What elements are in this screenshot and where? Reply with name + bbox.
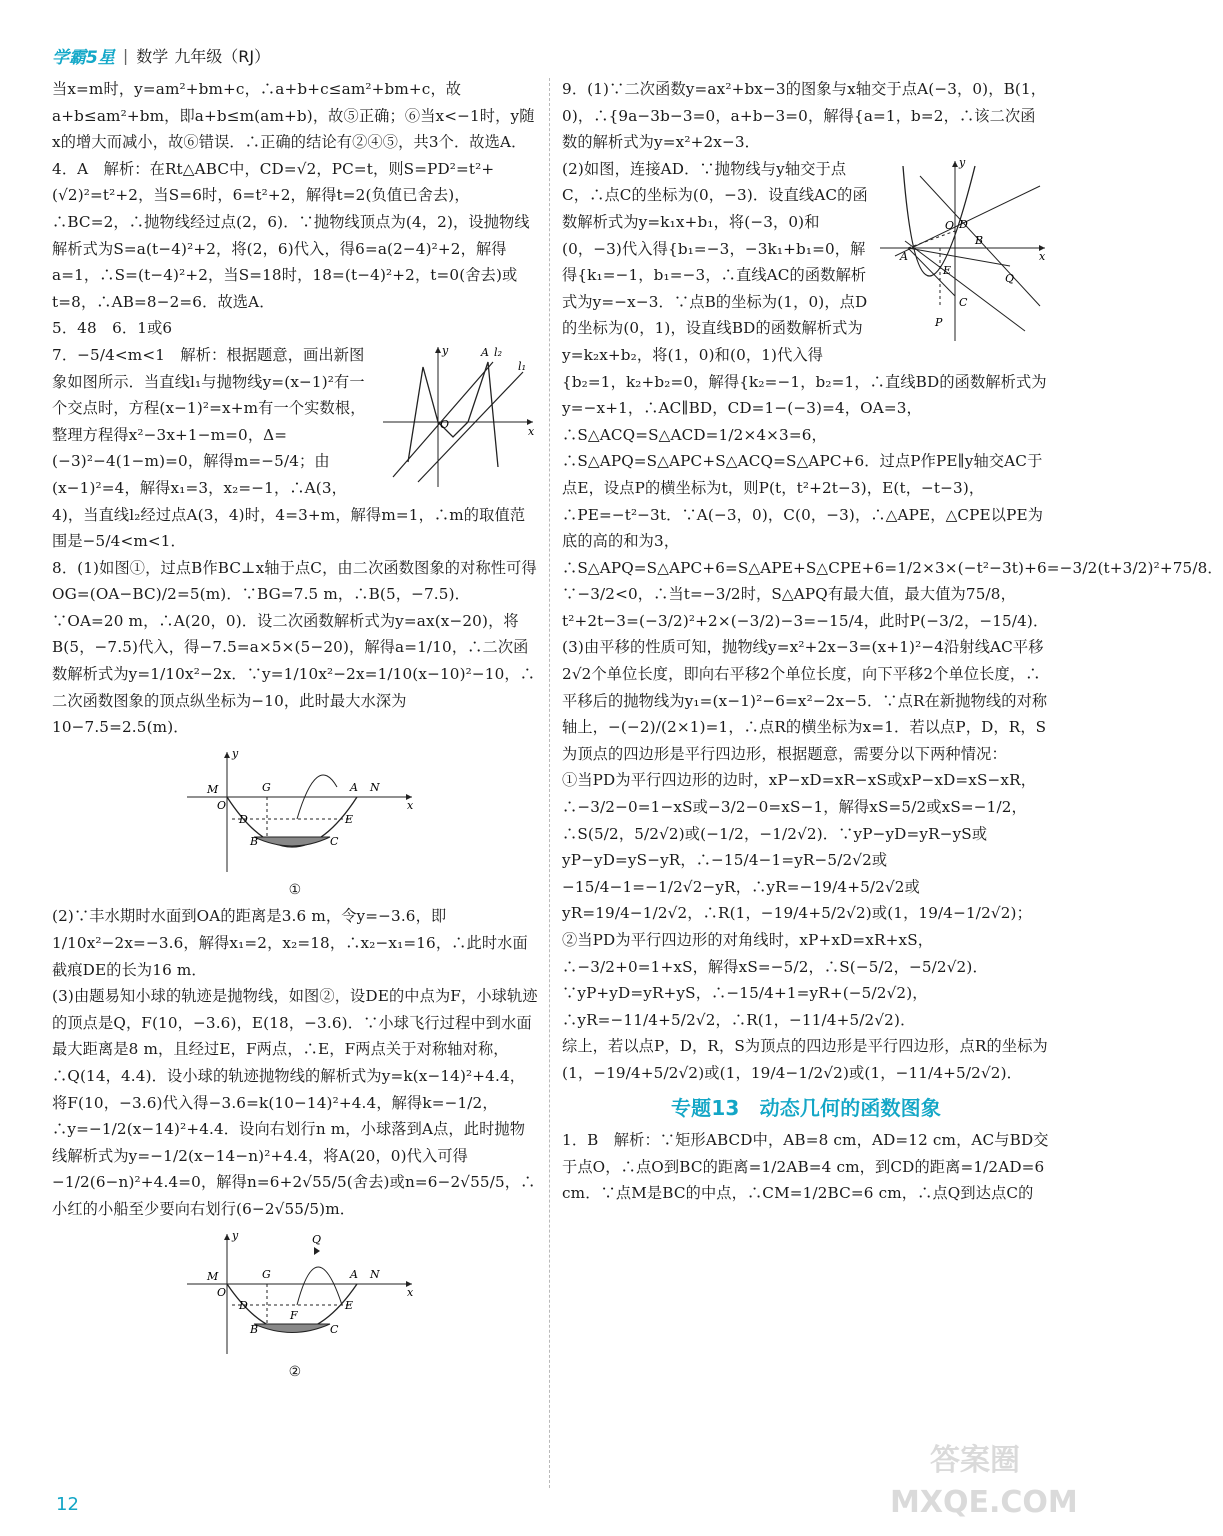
watermark-logo: 答案圈 MXQE.COM (890, 1443, 1078, 1520)
page-header (52, 40, 270, 70)
svg-text:C: C (959, 295, 968, 309)
figure-q9 (875, 156, 1050, 346)
svg-text:Q: Q (312, 1232, 322, 1246)
section-title: 专题13 动态几何的函数图象 (671, 1095, 941, 1120)
svg-text:l₁: l₁ (518, 359, 527, 373)
svg-text:B: B (975, 233, 984, 247)
svg-text:x: x (407, 798, 414, 812)
svg-text:y: y (442, 343, 449, 357)
svg-text:E: E (943, 263, 952, 277)
figure-q8-1-caption: ① (288, 881, 302, 898)
svg-text:O: O (440, 417, 450, 431)
answer-7: 7．−5/4<m<1 解析：根据题意，画出新图象如图所示．当直线l₁与抛物线y=(x−1)²有一个交点时，方程(x−1)²=x+m有一个实数根，整理方程得x²−3x+1−m=0，Δ=(−3)²−4(1−m)=0，解得m=−5/4；由(x−1)²=4，解得x₁=3，x₂=−1，∴A(3，4)，当直线l₂经过点A(3，4)时，4=3+m，解得m=1，∴m的取值范围是−5/4<m<1． (52, 345, 526, 551)
svg-text:A: A (350, 780, 359, 794)
brand-logo: 学霸5星 (52, 47, 115, 68)
answer-9-summary: 综上，若以点P，D，R，S为顶点的四边形是平行四边形，点R的坐标为(1，−19/4+5/2√2)或(1，19/4−1/2√2)或(1，−11/4+5/2√2)． (562, 1037, 1048, 1082)
answer-8-part3: (3)由题易知小球的轨迹是抛物线，如图②，设DE的中点为F，小球轨迹的顶点是Q，F(10，−3.6)，E(18，−3.6)．∵小球飞行过程中到水面最大距离是8 m，且经过E，F两点，∴E，F两点关于对称轴对称，∴Q(14，4.4)．设小球的轨迹抛物线的解析式为y=k(x−14)²+4.4，将F(10，−3.6)代入得−3.6=k(10−14)²+4.4，解得k=−1/2，∴y=−1/2(x−14)²+4.4．设向右划行n m，小球落到A点，此时抛物线解析式为y=−1/2(x−14−n)²+4.4，将A(20，0)代入可得−1/2(6−n)²+4.4=0，解得n=6+2√55/5(舍去)或n=6−2√55/5，∴小红的小船至少要向右划行(6−2√55/5)m． (52, 987, 538, 1218)
answer-8-part1: 8．(1)如图①，过点B作BC⊥x轴于点C，由二次函数图象的对称性可得OG=(OA−BC)/2=5(m)．∵BG=7.5 m，∴B(5，−7.5)．∵OA=20 m，∴A(20，0)．设二次函数解析式为y=ax(x−20)，将B(5，−7.5)代入，得−7.5=a×5×(5−20)，解得a=1/10，∴二次函数解析式为y=1/10x²−2x．∵y=1/10x²−2x=1/10(x−10)²−10，∴二次函数图象的顶点纵坐标为−10，此时最大水深为10−7.5=2.5(m)． (52, 558, 537, 737)
svg-text:M: M (207, 782, 219, 796)
svg-text:B: B (250, 834, 259, 848)
svg-text:O: O (945, 218, 955, 232)
figure-q8-2 (182, 1229, 422, 1359)
svg-text:C: C (330, 1322, 339, 1336)
svg-text:x: x (528, 424, 535, 438)
svg-text:y: y (232, 1228, 239, 1242)
svg-text:P: P (935, 315, 943, 329)
header-separator: | (122, 45, 129, 65)
answer-9-part3: (3)由平移的性质可知，抛物线y=x²+2x−3=(x+1)²−4沿射线AC平移2√2个单位长度，即向右平移2个单位长度，向下平移2个单位长度，∴平移后的抛物线为y₁=(x−1)²−6=x²−2x−5．∵点R在新抛物线的对称轴上，−(−2)/(2×1)=1，∴点R的横坐标为x=1．若以点P，D，R，S为顶点的四边形是平行四边形，根据题意，需要分以下两种情况： (562, 638, 1048, 763)
svg-text:A: A (350, 1267, 359, 1281)
svg-text:x: x (1039, 249, 1046, 263)
svg-text:B: B (250, 1322, 259, 1336)
svg-text:x: x (407, 1285, 414, 1299)
answer-9-case2: ②当PD为平行四边形的对角线时，xP+xD=xR+xS，∴−3/2+0=1+xS，解得xS=−5/2，∴S(−5/2，−5/2√2)．∵yP+yD=yR+yS，∴−15/4+1=yR+(−5/2√2)，∴yR=−11/4+5/2√2，∴R(1，−11/4+5/2√2)． (562, 931, 988, 1029)
answer-9-part2: (2)如图，连接AD．∵抛物线与y轴交于点C，∴点C的坐标为(0，−3)．设直线AC的函数解析式为y=k₁x+b₁，将(−3，0)和(0，−3)代入得{b₁=−3，−3k₁+b₁=0，解得{k₁=−1，b₁=−3，∴直线AC的函数解析式为y=−x−3．∵点B的坐标为(1，0)，点D的坐标为(0，1)，设直线BD的函数解析式为y=k₂x+b₂，将(1，0)和(0，1)代入得{b₂=1，k₂+b₂=0，解得{k₂=−1，b₂=1，∴直线BD的函数解析式为y=−x+1，∴AC∥BD，CD=1−(−3)=4，OA=3，∴S△ACQ=S△ACD=1/2×4×3=6，∴S△APQ=S△APC+S△ACQ=S△APC+6．过点P作PE∥y轴交AC于点E，设点P的横坐标为t，则P(t，t²+2t−3)，E(t，−t−3)，∴PE=−t²−3t．∵A(−3，0)，C(0，−3)，∴△APE，△CPE以PE为底的高的和为3，∴S△APQ=S△APC+6=S△APE+S△CPE+6=1/2×3×(−t²−3t)+6=−3/2(t+3/2)²+75/8．∵−3/2<0，∴当t=−3/2时，S△APQ有最大值，最大值为75/8，t²+2t−3=(−3/2)²+2×(−3/2)−3=−15/4，此时P(−3/2，−15/4)． (562, 159, 1223, 630)
svg-text:O: O (217, 798, 227, 812)
figure-q7 (378, 342, 538, 492)
figure-q8-1 (182, 747, 422, 877)
page-number: 12 (56, 1494, 79, 1515)
answer-8-part2: (2)∵丰水期时水面到OA的距离是3.6 m，令y=−3.6，即1/10x²−2x=−3.6，解得x₁=2，x₂=18，∴x₂−x₁=16，∴此时水面截痕DE的长为16 m． (52, 907, 528, 979)
svg-text:G: G (262, 1267, 271, 1281)
svg-text:E: E (345, 812, 354, 826)
svg-text:D: D (239, 1298, 248, 1312)
svg-text:M: M (207, 1269, 219, 1283)
answer-9-part1: 9．(1)∵二次函数y=ax²+bx−3的图象与x轴交于点A(−3，0)，B(1，0)，∴{9a−3b−3=0，a+b−3=0，解得{a=1，b=2，∴该二次函数的解析式为y=x²+2x−3． (562, 80, 1047, 152)
svg-text:F: F (290, 1308, 298, 1322)
left-column (52, 76, 538, 1385)
header-subject: 数学 (136, 46, 169, 66)
svg-text:y: y (959, 155, 966, 169)
answer-9-case1: ①当PD为平行四边形的边时，xP−xD=xR−xS或xP−xD=xS−xR，∴−3/2−0=1−xS或−3/2−0=xS−1，解得xS=5/2或xS=−1/2，∴S(5/2，5/2√2)或(−1/2，−1/2√2)．∵yP−yD=yR−yS或yP−yD=yS−yR，∴−15/4−1=yR−5/2√2或−15/4−1=−1/2√2−yR，∴yR=−19/4+5/2√2或yR=19/4−1/2√2，∴R(1，−19/4+5/2√2)或(1，19/4−1/2√2)； (562, 771, 1037, 923)
svg-text:Q: Q (1005, 271, 1015, 285)
svg-text:N: N (370, 1267, 380, 1281)
answer-4: 4．A 解析：在Rt△ABC中，CD=√2，PC=t，则S=PD²=t²+(√2)²=t²+2，当S=6时，6=t²+2，解得t=2(负值已舍去)，∴BC=2，∴抛物线经过点(2，6)．∵抛物线顶点为(4，2)，设抛物线解析式为S=a(t−4)²+2，将(2，6)代入，得6=a(2−4)²+2，解得a=1，∴S=(t−4)²+2，当S=18时，18=(t−4)²+2，t=0(舍去)或t=8，∴AB=8−2=6．故选A． (52, 159, 530, 311)
svg-text:E: E (345, 1298, 354, 1312)
answer-5-6: 5．48 6．1或6 (52, 319, 173, 338)
answer-3-tail: 当x=m时，y=am²+bm+c，∴a+b+c≤am²+bm+c，故a+b≤am²+bm，即a+b≤m(am+b)，故⑤正确；⑥当x<−1时，y随x的增大而减小，故⑥错误．∴正确的结论有②④⑤，共3个．故选A． (52, 80, 535, 152)
svg-text:C: C (330, 834, 339, 848)
svg-text:O: O (217, 1285, 227, 1299)
svg-text:y: y (232, 746, 239, 760)
svg-text:D: D (239, 812, 248, 826)
svg-text:N: N (370, 780, 380, 794)
svg-text:A: A (900, 249, 909, 263)
svg-text:l₂: l₂ (494, 345, 503, 359)
svg-text:A: A (481, 345, 490, 359)
section13-answer-1: 1．B 解析：∵矩形ABCD中，AB=8 cm，AD=12 cm，AC与BD交于点O，∴点O到BC的距离=1/2AB=4 cm，到CD的距离=1/2AD=6 cm．∵点M是BC的中点，∴CM=1/2BC=6 cm，∴点Q到达点C的 (562, 1131, 1049, 1203)
svg-text:G: G (262, 780, 271, 794)
svg-text:D: D (959, 217, 968, 231)
column-divider (549, 78, 550, 1488)
header-grade: 九年级（RJ） (174, 46, 271, 66)
right-column (562, 76, 1223, 1207)
figure-q8-2-caption: ② (288, 1363, 302, 1380)
